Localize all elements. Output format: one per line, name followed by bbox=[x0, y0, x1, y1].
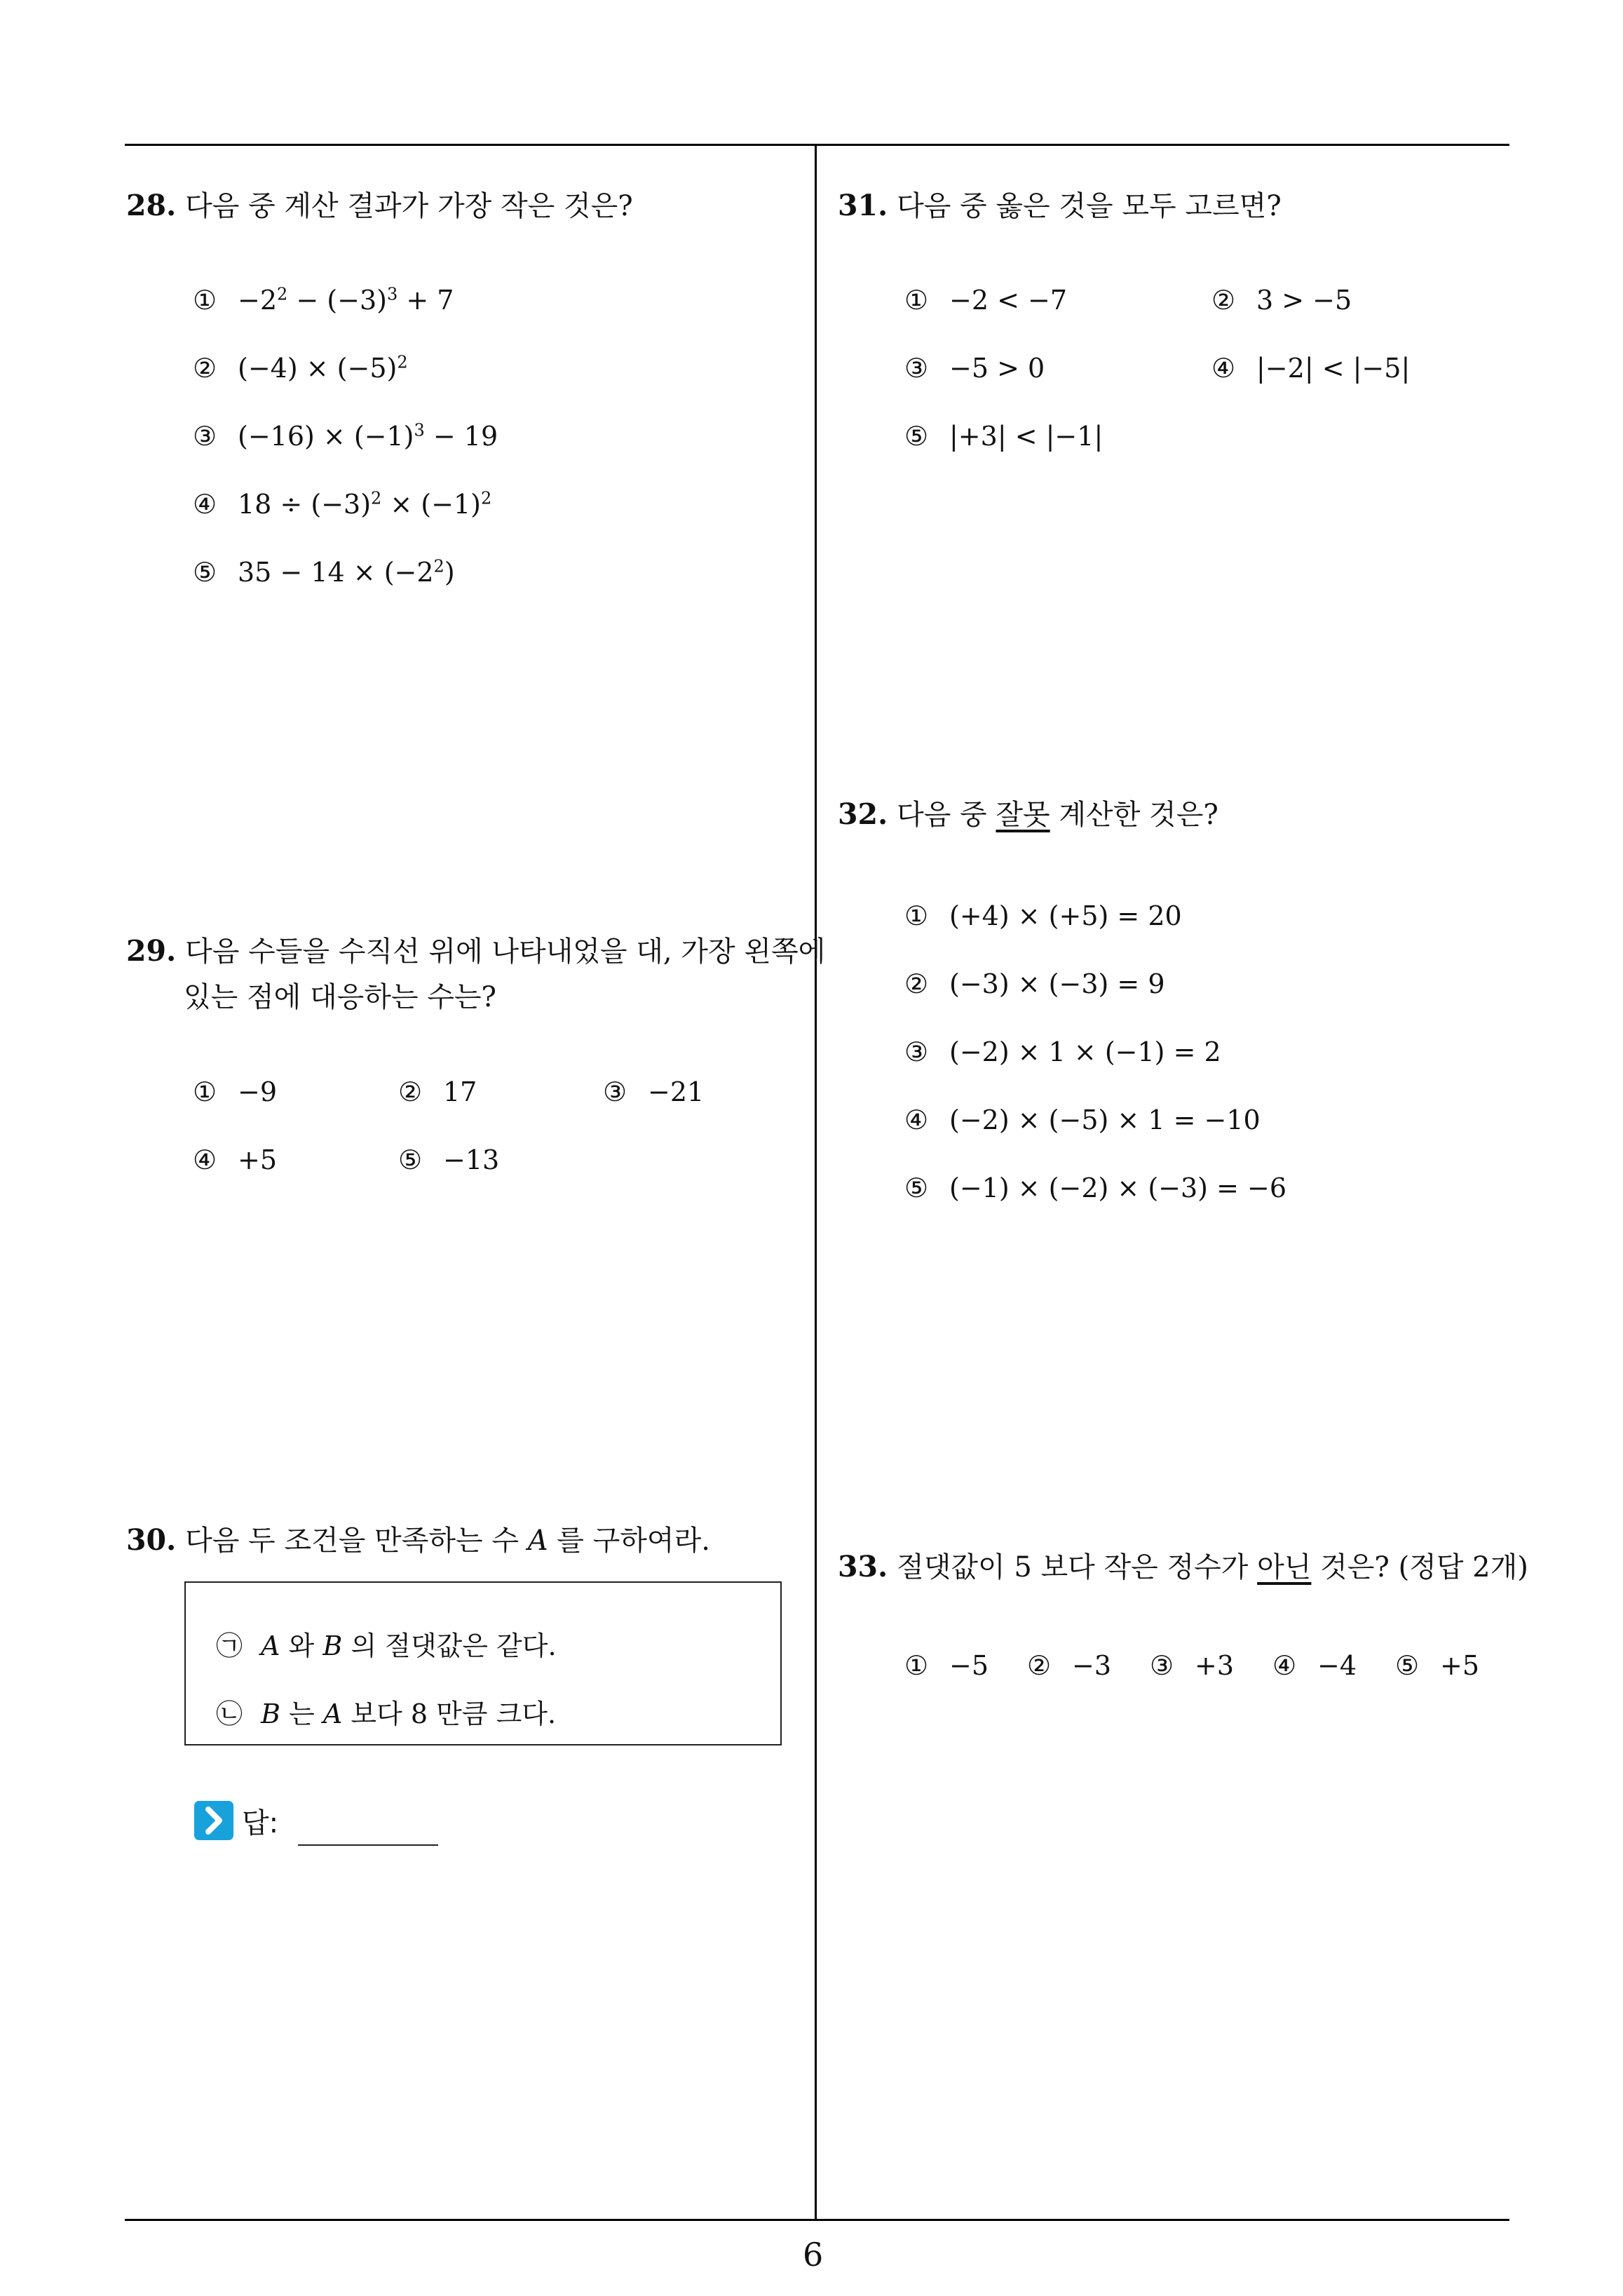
condition-text: 의 절댓값은 같다. bbox=[342, 1630, 557, 1661]
q28-choice-5[interactable] bbox=[193, 557, 455, 588]
condition-text: 보다 8 만큼 크다. bbox=[342, 1699, 557, 1729]
question-28-stem bbox=[126, 184, 633, 224]
choice-value: −9 bbox=[238, 1076, 278, 1107]
question-text: 다음 수들을 수직선 위에 나타내었을 대, 가장 왼쪽에 bbox=[185, 936, 826, 968]
question-32-stem bbox=[838, 792, 1218, 832]
choice-mark: ② bbox=[1027, 1650, 1052, 1681]
q33-choice-2[interactable] bbox=[1027, 1650, 1111, 1681]
answer-blank[interactable] bbox=[298, 1844, 438, 1846]
question-number: 31. bbox=[838, 189, 888, 222]
choice-mark: ② bbox=[1211, 285, 1236, 316]
q32-choice-4[interactable] bbox=[904, 1105, 1261, 1135]
choice-mark: ② bbox=[904, 968, 929, 999]
q29-choice-1[interactable] bbox=[193, 1076, 277, 1107]
choice-value: −5 > 0 bbox=[949, 353, 1045, 384]
q31-choice-3[interactable] bbox=[904, 353, 1045, 384]
choice-mark: ① bbox=[904, 285, 929, 316]
choice-mark: ⑤ bbox=[193, 557, 217, 588]
question-33-stem bbox=[838, 1545, 1528, 1585]
question-text-pre: 다음 두 조건을 만족하는 수 bbox=[185, 1525, 528, 1557]
question-number: 33. bbox=[838, 1550, 888, 1583]
exponent: 2 bbox=[371, 488, 382, 508]
question-number: 30. bbox=[126, 1523, 177, 1557]
choice-mark: ④ bbox=[904, 1105, 929, 1135]
q28-choice-2[interactable] bbox=[193, 353, 408, 384]
choice-value: (−3) × (−3) = 9 bbox=[949, 968, 1165, 999]
condition-text: 는 bbox=[280, 1699, 323, 1729]
expr-part: (−16) × (−1) bbox=[238, 421, 414, 452]
choice-mark: ⑤ bbox=[1395, 1650, 1420, 1681]
q32-choice-1[interactable] bbox=[904, 900, 1182, 931]
q32-choice-2[interactable] bbox=[904, 968, 1165, 999]
variable: B bbox=[322, 1630, 343, 1661]
q31-choice-1[interactable] bbox=[904, 285, 1067, 316]
question-text-pre: 다음 중 bbox=[897, 799, 996, 831]
choice-mark: ① bbox=[904, 900, 929, 931]
q33-choice-3[interactable] bbox=[1150, 1650, 1234, 1681]
choice-value: −13 bbox=[443, 1144, 500, 1175]
question-number: 32. bbox=[838, 797, 888, 831]
choice-mark: ③ bbox=[603, 1076, 627, 1107]
exponent: 3 bbox=[386, 284, 398, 304]
question-text-post: 를 구하여라. bbox=[548, 1525, 710, 1557]
choice-mark: ③ bbox=[1150, 1650, 1174, 1681]
question-text-post: 것은? (정답 2개) bbox=[1311, 1551, 1528, 1583]
choice-value: |−2| < |−5| bbox=[1256, 353, 1411, 384]
choice-mark: ① bbox=[193, 1076, 217, 1107]
choice-mark: ③ bbox=[193, 421, 217, 452]
choice-value: (−1) × (−2) × (−3) = −6 bbox=[949, 1173, 1287, 1203]
expr-part: 18 ÷ (−3) bbox=[238, 489, 372, 520]
question-text-post: 계산한 것은? bbox=[1050, 799, 1218, 831]
question-31-stem bbox=[838, 184, 1282, 224]
q29-choice-4[interactable] bbox=[193, 1144, 277, 1175]
choice-mark: ⑤ bbox=[904, 1173, 929, 1203]
choice-value: −5 bbox=[949, 1650, 989, 1681]
choice-mark: ④ bbox=[193, 489, 217, 520]
choice-mark: ③ bbox=[904, 1036, 929, 1067]
expr-part: (−4) × (−5) bbox=[238, 353, 398, 384]
exponent: 2 bbox=[433, 556, 444, 576]
question-29-stem bbox=[126, 929, 825, 969]
choice-value: +5 bbox=[238, 1144, 278, 1175]
choice-mark: ② bbox=[398, 1076, 423, 1107]
q28-choice-4[interactable] bbox=[193, 489, 491, 520]
variable-a: A bbox=[527, 1525, 548, 1557]
condition-mark: ㉠ bbox=[216, 1630, 243, 1661]
question-29-stem-line2: 있는 점에 대응하는 수는? bbox=[184, 981, 496, 1013]
choice-value: (−2) × (−5) × 1 = −10 bbox=[949, 1105, 1261, 1135]
variable: A bbox=[261, 1630, 280, 1661]
exponent: 2 bbox=[480, 488, 492, 508]
choice-mark: ③ bbox=[904, 353, 929, 384]
choice-value: −21 bbox=[648, 1076, 705, 1107]
question-30-stem bbox=[126, 1518, 710, 1558]
choice-mark: ④ bbox=[1211, 353, 1236, 384]
choice-value: +3 bbox=[1195, 1650, 1235, 1681]
choice-value: +5 bbox=[1440, 1650, 1480, 1681]
top-rule bbox=[125, 144, 1509, 146]
condition-mark: ㉡ bbox=[216, 1699, 243, 1729]
q29-choice-5[interactable] bbox=[398, 1144, 499, 1175]
q31-choice-5[interactable] bbox=[904, 421, 1103, 452]
question-text-pre: 절댓값이 5 보다 작은 정수가 bbox=[897, 1551, 1258, 1583]
condition-1 bbox=[216, 1624, 557, 1663]
expr-part: ) bbox=[444, 557, 455, 588]
column-divider bbox=[815, 144, 817, 2221]
choice-value: −3 bbox=[1072, 1650, 1112, 1681]
condition-2 bbox=[216, 1692, 556, 1731]
underlined-word: 잘못 bbox=[996, 799, 1050, 831]
choice-value: (+4) × (+5) = 20 bbox=[949, 900, 1182, 931]
q32-choice-5[interactable] bbox=[904, 1173, 1286, 1203]
exponent: 2 bbox=[397, 352, 408, 372]
q33-choice-4[interactable] bbox=[1272, 1650, 1357, 1681]
q33-choice-1[interactable] bbox=[904, 1650, 989, 1681]
choice-mark: ⑤ bbox=[904, 421, 929, 452]
choice-value: 17 bbox=[443, 1076, 477, 1107]
choice-value: −2 < −7 bbox=[949, 285, 1068, 316]
exponent: 2 bbox=[277, 284, 288, 304]
choice-value: (−2) × 1 × (−1) = 2 bbox=[949, 1036, 1221, 1067]
condition-text: 와 bbox=[280, 1630, 323, 1661]
choice-value: −4 bbox=[1317, 1650, 1357, 1681]
variable: B bbox=[261, 1699, 280, 1729]
q33-choice-5[interactable] bbox=[1395, 1650, 1479, 1681]
underlined-word: 아닌 bbox=[1257, 1551, 1312, 1583]
expr-part: − 19 bbox=[424, 421, 498, 452]
question-number: 28. bbox=[126, 189, 177, 222]
choice-mark: ① bbox=[904, 1650, 929, 1681]
choice-mark: ④ bbox=[1272, 1650, 1297, 1681]
choice-value: 3 > −5 bbox=[1256, 285, 1352, 316]
page-number: 6 bbox=[803, 2236, 824, 2274]
expr-part: 35 − 14 × (−2 bbox=[238, 557, 434, 588]
choice-value: |+3| < |−1| bbox=[949, 421, 1103, 452]
question-text: 다음 중 옳은 것을 모두 고르면? bbox=[897, 190, 1282, 222]
expr-part: + 7 bbox=[398, 285, 454, 316]
expr-part: − (−3) bbox=[287, 285, 387, 316]
answer-label: 답: bbox=[242, 1807, 279, 1839]
choice-mark: ④ bbox=[193, 1144, 217, 1175]
choice-mark: ② bbox=[193, 353, 217, 384]
q28-choice-1[interactable] bbox=[193, 285, 454, 316]
q31-choice-4[interactable] bbox=[1211, 353, 1410, 384]
chevron-right-icon bbox=[194, 1801, 233, 1840]
bottom-rule bbox=[125, 2219, 1509, 2221]
expr-part: −2 bbox=[238, 285, 278, 316]
exponent: 3 bbox=[414, 420, 425, 440]
variable: A bbox=[322, 1699, 343, 1729]
expr-part: × (−1) bbox=[381, 489, 481, 520]
q32-choice-3[interactable] bbox=[904, 1036, 1221, 1067]
q28-choice-3[interactable] bbox=[193, 421, 498, 452]
choice-mark: ① bbox=[193, 285, 217, 316]
q29-choice-2[interactable] bbox=[398, 1076, 477, 1107]
question-number: 29. bbox=[126, 934, 177, 968]
question-text: 다음 중 계산 결과가 가장 작은 것은? bbox=[185, 190, 633, 222]
q31-choice-2[interactable] bbox=[1211, 285, 1352, 316]
q29-choice-3[interactable] bbox=[603, 1076, 704, 1107]
choice-mark: ⑤ bbox=[398, 1144, 423, 1175]
